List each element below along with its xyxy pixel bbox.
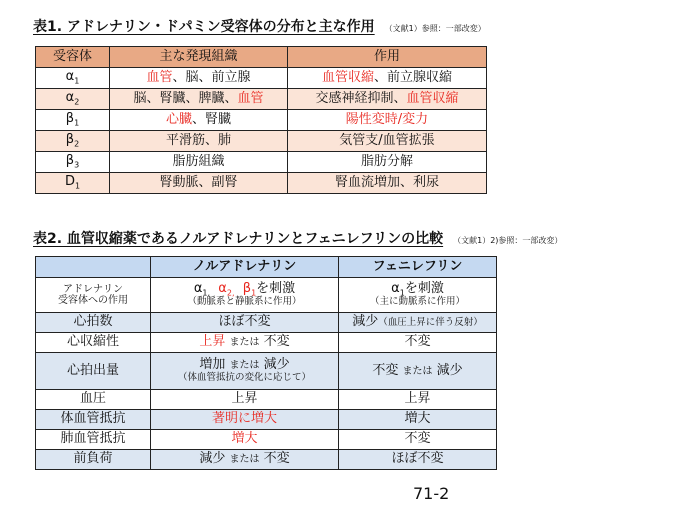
tissue-highlight: 心臓 [165, 111, 192, 127]
action-text: 交感神経抑制、 [315, 90, 407, 106]
stimulate-text: を刺激 [256, 280, 296, 296]
na-value: 上昇 [151, 390, 339, 410]
pe-value-text: 減少 [352, 314, 379, 330]
action-text: 、前立腺収縮 [374, 69, 453, 85]
receptor-cell [36, 152, 110, 173]
receptor-symbol: α [65, 69, 75, 85]
na-value: 著明に増大 [151, 410, 339, 430]
tissue-highlight: 血管 [146, 69, 173, 85]
receptor-action-label [36, 278, 151, 313]
tissue-text: 、脳、前立腺 [172, 69, 251, 85]
table-row [36, 313, 497, 333]
receptor-cell [36, 110, 110, 131]
table-row [36, 333, 497, 353]
row-label: 心拍出量 [36, 353, 151, 390]
pe-value: 不変 [339, 430, 497, 450]
pe-receptor-note: （主に動脈系に作用） [369, 296, 465, 308]
receptor-symbol: β [65, 153, 75, 169]
pe-value: ほぼ不変 [339, 450, 497, 470]
table2-note: （文献1）2)参照：一部改変） [453, 236, 563, 245]
table-row [36, 68, 487, 89]
table1-header-row [36, 47, 487, 68]
receptor-subscript: 1 [74, 118, 80, 128]
table1-title: 表1. アドレナリン・ドパミン受容体の分布と主な作用 [33, 19, 375, 35]
tissue-cell: 腎動脈、副腎 [110, 173, 288, 194]
row-label: 心拍数 [36, 313, 151, 333]
na-value-a: 増加 [199, 357, 226, 373]
na-value [151, 333, 339, 353]
receptor-subscript: 1 [74, 76, 80, 86]
na-receptor-cell [151, 278, 339, 313]
receptor-subscript: 1 [74, 181, 81, 191]
receptor-symbol: α [65, 90, 75, 106]
alpha1-symbol: α [391, 280, 400, 296]
pe-receptor-cell [339, 278, 497, 313]
or-text: または [229, 454, 260, 466]
na-value-b: 不変 [263, 451, 290, 467]
tissue-text: 、腎臓 [192, 111, 232, 127]
pe-value-a: 不変 [372, 362, 399, 378]
action-cell [288, 68, 487, 89]
table-row [36, 278, 497, 313]
receptor-label-line2: 受容体への作用 [58, 295, 128, 306]
table2-title: 表2. 血管収縮薬であるノルアドレナリンとフェニレフリンの比較 [33, 231, 444, 247]
table1-note: （文献1）参照：一部改変） [384, 24, 486, 33]
action-highlight: 血管収縮 [406, 90, 459, 106]
header-phenylephrine: フェニレフリン [339, 257, 497, 278]
receptor-subscript: 2 [74, 139, 80, 149]
pe-value: 不変 [339, 333, 497, 353]
header-noradrenaline: ノルアドレナリン [151, 257, 339, 278]
row-label: 前負荷 [36, 450, 151, 470]
table2-header-row [36, 257, 497, 278]
receptor-cell [36, 89, 110, 110]
pe-value-b: 減少 [436, 362, 463, 378]
alpha2-subscript: 2, [226, 288, 235, 298]
or-text: または [229, 337, 260, 349]
header-tissue: 主な発現組織 [110, 47, 288, 68]
beta1-subscript: 1 [251, 288, 257, 298]
alpha1-subscript: 1, [202, 288, 211, 298]
table-row [36, 430, 497, 450]
tissue-cell [110, 110, 288, 131]
na-value-text: 不変 [263, 334, 290, 350]
receptor-subscript: 3 [74, 160, 80, 170]
row-label: 血圧 [36, 390, 151, 410]
table-row [36, 353, 497, 390]
table-row [36, 110, 487, 131]
na-value-note: （体血管抵抗の変化に応じて） [177, 372, 311, 383]
receptor-cell [36, 173, 110, 194]
pe-value: 増大 [339, 410, 497, 430]
tissue-cell: 平滑筋、肺 [110, 131, 288, 152]
page-number: 71-2 [413, 484, 450, 503]
na-value-highlight: 上昇 [199, 334, 226, 350]
tissue-text: 脳、腎臓、脾臓、 [133, 90, 238, 106]
table-row [36, 173, 487, 194]
pe-value [339, 313, 497, 333]
pe-value: 上昇 [339, 390, 497, 410]
na-value [151, 450, 339, 470]
or-text: または [229, 360, 260, 372]
tissue-cell [110, 68, 288, 89]
action-cell: 気管支/血管拡張 [288, 131, 487, 152]
row-label: 肺血管抵抗 [36, 430, 151, 450]
receptor-cell [36, 68, 110, 89]
receptor-cell [36, 131, 110, 152]
table-row [36, 131, 487, 152]
vasopressor-comparison-table [35, 256, 497, 470]
table2-caption [33, 228, 562, 248]
table-row [36, 390, 497, 410]
alpha2-symbol: α [218, 280, 227, 296]
na-value: 増大 [151, 430, 339, 450]
receptor-distribution-table [35, 46, 487, 194]
na-value [151, 353, 339, 390]
action-cell [288, 110, 487, 131]
action-highlight: 陽性変時/変力 [345, 111, 429, 127]
receptor-subscript: 2 [74, 97, 80, 107]
pe-value-note: （血圧上昇に伴う反射） [378, 317, 483, 329]
table-row [36, 89, 487, 110]
table-row [36, 410, 497, 430]
action-cell: 腎血流増加、利尿 [288, 173, 487, 194]
header-blank [36, 257, 151, 278]
receptor-symbol: D [64, 174, 75, 190]
na-value-line [153, 358, 336, 373]
table-row [36, 152, 487, 173]
row-label: 体血管抵抗 [36, 410, 151, 430]
stimulate-text: を刺激 [404, 280, 444, 296]
header-action: 作用 [288, 47, 487, 68]
or-text: または [402, 365, 433, 377]
alpha1-subscript: 1 [399, 288, 405, 298]
table1-caption [33, 16, 486, 36]
action-highlight: 血管収縮 [321, 69, 374, 85]
action-cell [288, 89, 487, 110]
na-value-a: 減少 [199, 451, 226, 467]
tissue-cell [110, 89, 288, 110]
pe-value [339, 353, 497, 390]
na-value-b: 減少 [263, 357, 290, 373]
beta1-symbol: β [242, 280, 252, 296]
receptor-symbol: β [65, 111, 75, 127]
alpha1-symbol: α [193, 280, 203, 296]
receptor-label-line1: アドレナリン [63, 283, 123, 295]
action-cell: 脂肪分解 [288, 152, 487, 173]
tissue-highlight: 血管 [237, 90, 264, 106]
row-label: 心収縮性 [36, 333, 151, 353]
na-value: ほぼ不変 [151, 313, 339, 333]
receptor-symbol: β [65, 132, 75, 148]
header-receptor: 受容体 [36, 47, 110, 68]
tissue-cell: 脂肪組織 [110, 152, 288, 173]
na-receptor-note: （動脈系と静脈系に作用） [187, 296, 302, 308]
table-row [36, 450, 497, 470]
